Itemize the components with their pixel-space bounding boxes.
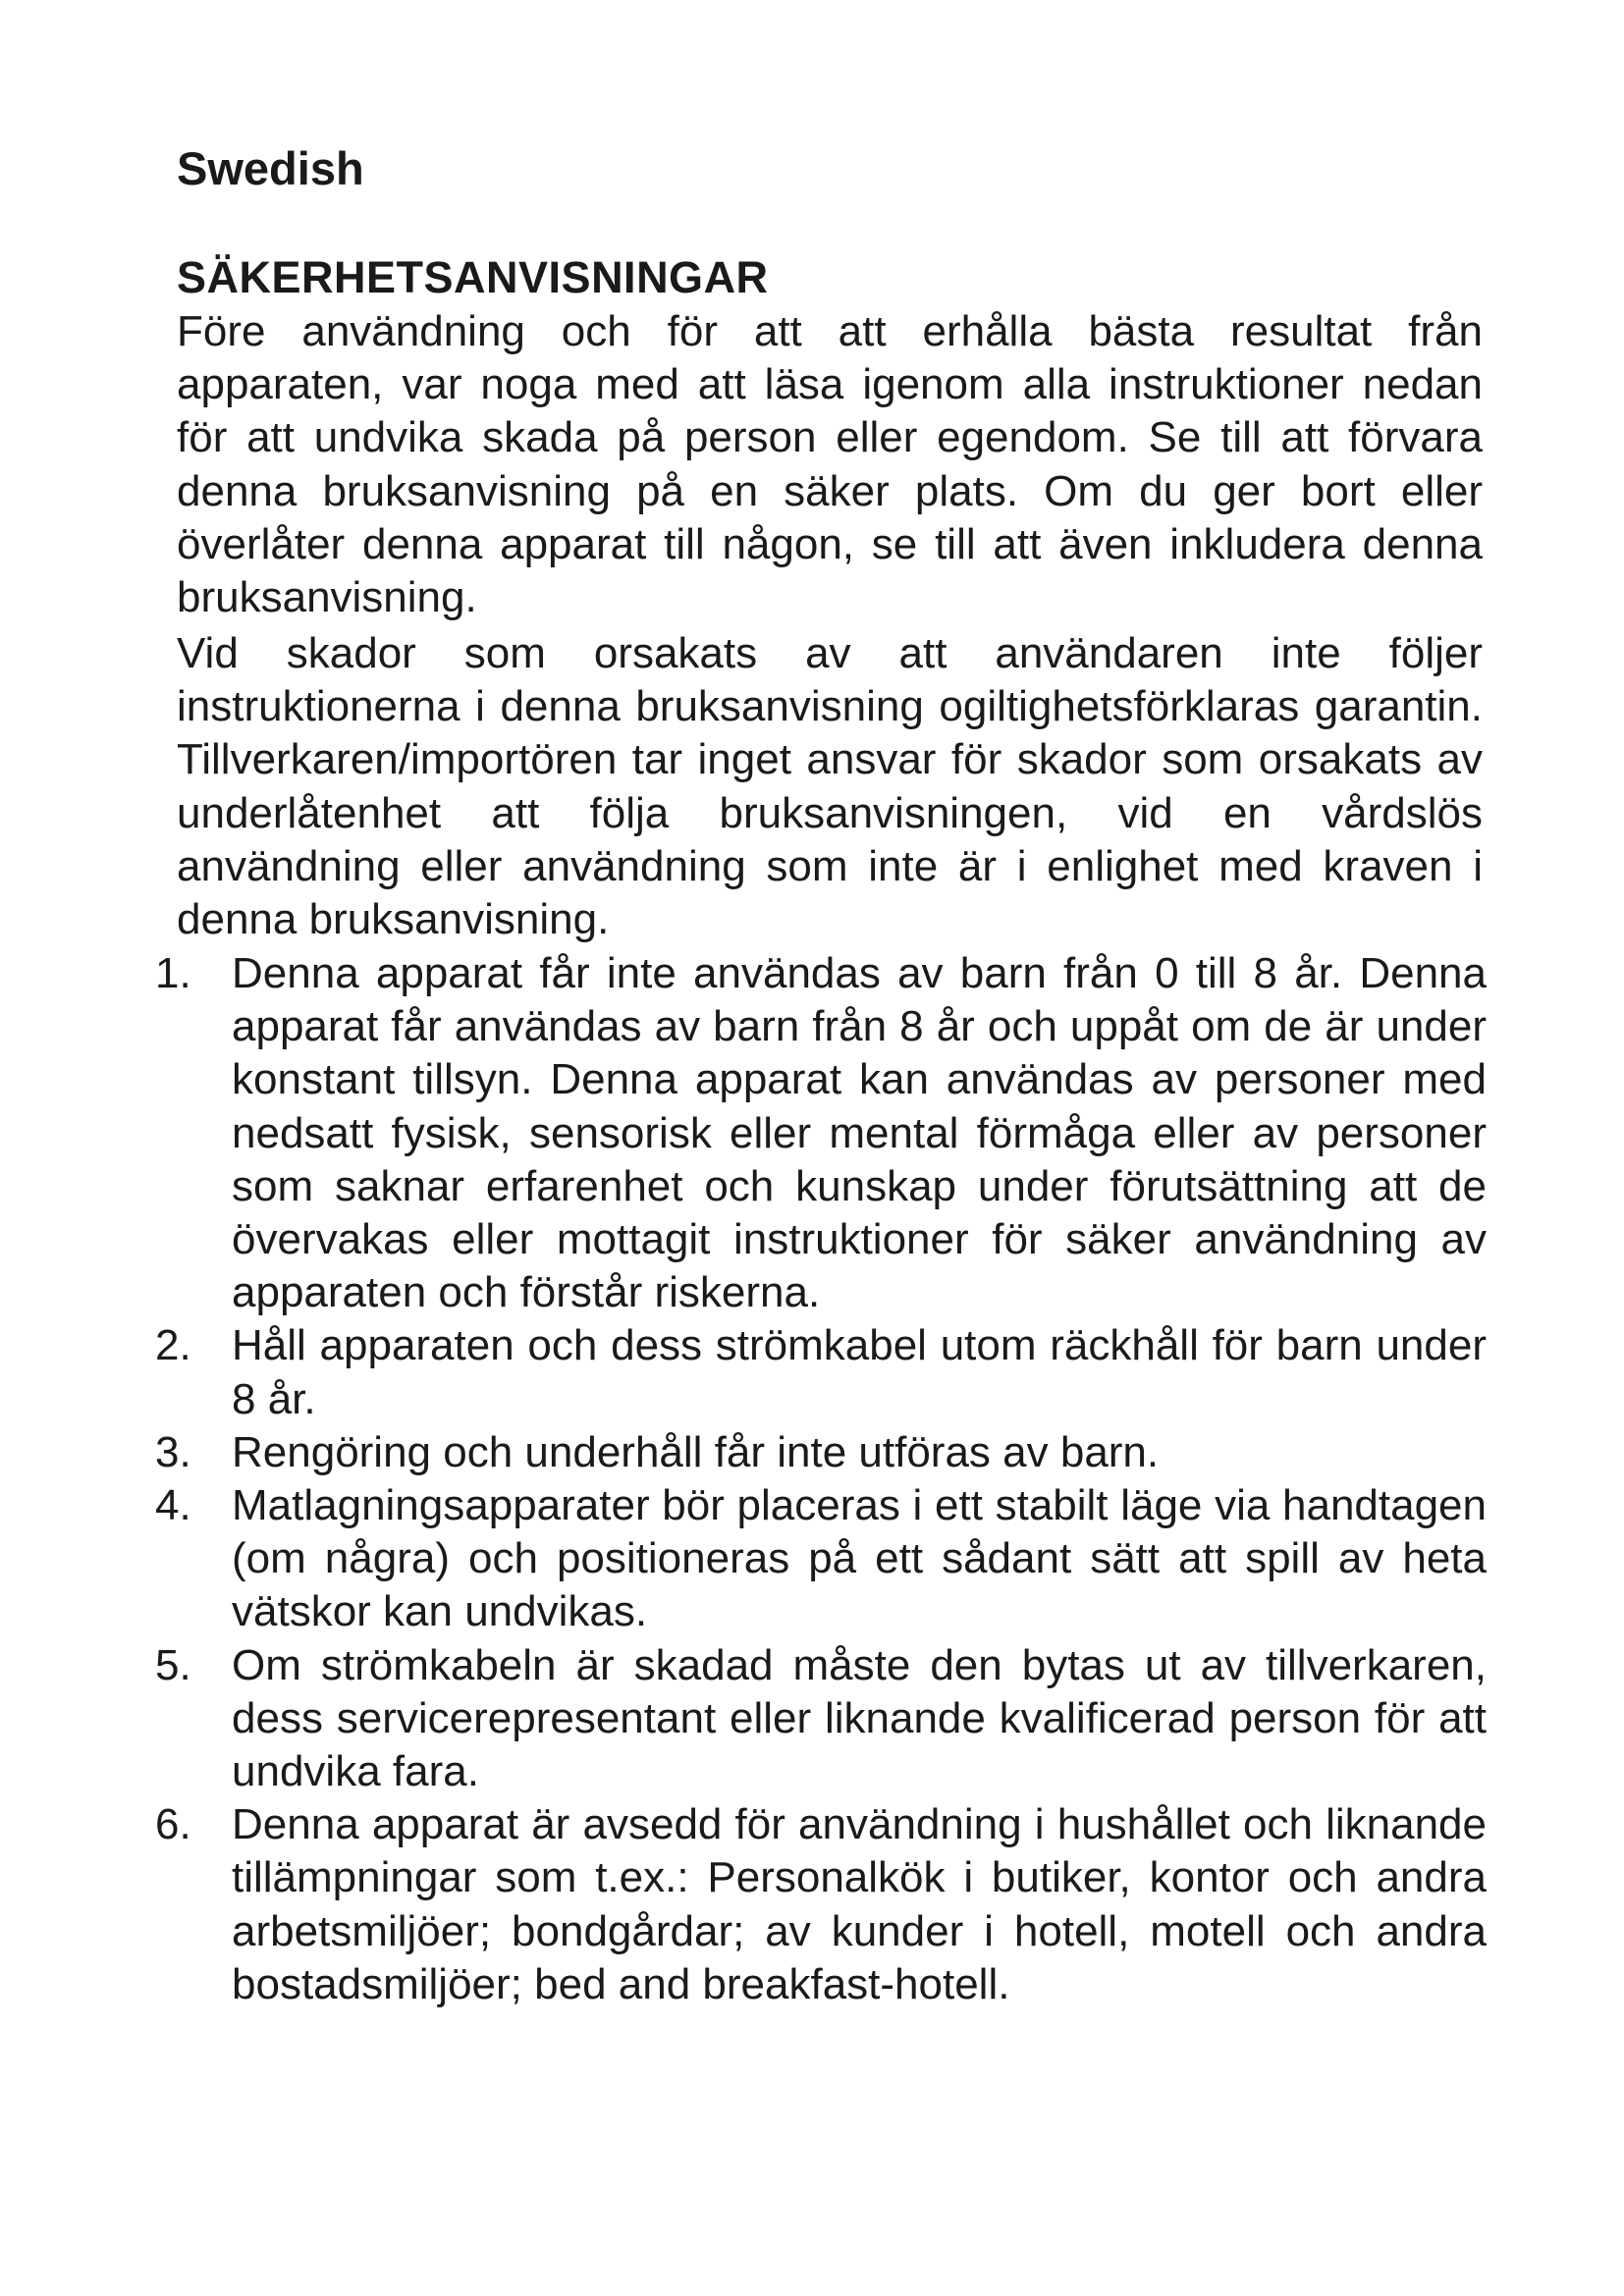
list-item-text: Rengöring och underhåll får inte utföras av barn. (232, 1427, 1160, 1476)
list-item (155, 947, 1487, 1319)
list-item-number: 4. (155, 1481, 191, 1530)
list-item-number: 2. (155, 1321, 191, 1370)
list-item-number: 5. (155, 1640, 191, 1689)
list-item-text: Om strömkabeln är skadad måste den bytas ut av tillverkaren, dess servicerepresentant eller liknande kvalificerad person för att undvika fara. (232, 1640, 1487, 1796)
list-item-number: 6. (155, 1800, 191, 1849)
list-item (155, 1639, 1487, 1799)
list-item-number: 1. (155, 949, 191, 997)
safety-instructions-list (155, 947, 1487, 2011)
list-item (155, 1798, 1487, 2011)
safety-heading: SÄKERHETSANVISNINGAR (177, 252, 769, 302)
list-item (155, 1426, 1487, 1479)
list-item-text: Denna apparat är avsedd för användning i hushållet och liknande tillämpningar som t.ex.: Personalkök i butiker, kontor och andra arbetsmiljöer; bondgårdar; av kunder i hotell, motell och andra bostadsmiljöer; bed and breakfast-hotell. (232, 1800, 1487, 2008)
language-label: Swedish (177, 142, 364, 194)
list-item-text: Denna apparat får inte användas av barn från 0 till 8 år. Denna apparat får användas av barn från 8 år och uppåt om de är under konstant tillsyn. Denna apparat kan användas av personer med nedsatt fysisk, sensorisk eller mental förmåga eller av personer som saknar erfarenhet och kunskap under förutsättning att de övervakas eller mottagit instruktioner för säker användning av apparaten och förstår riskerna. (232, 949, 1487, 1317)
list-item-text: Matlagningsapparater bör placeras i ett stabilt läge via handtagen (om några) och positioneras på ett sådant sätt att spill av heta vätskor kan undvikas. (232, 1481, 1487, 1636)
list-item (155, 1479, 1487, 1639)
list-item (155, 1319, 1487, 1425)
list-item-text: Håll apparaten och dess strömkabel utom räckhåll för barn under 8 år. (232, 1321, 1487, 1423)
warranty-paragraph: Vid skador som orsakats av att användaren inte följer instruktionerna i denna bruksanvisning ogiltighetsförklaras garantin. Tillverkaren/importören tar inget ansvar för skador som orsakats av underlåtenhet att följa bruksanvisningen, vid en vårdslös användning eller användning som inte är i enlighet med kraven i denna bruksanvisning. (177, 629, 1483, 944)
intro-paragraph: Före användning och för att att erhålla bästa resultat från apparaten, var noga med att läsa igenom alla instruktioner nedan för att undvika skada på person eller egendom. Se till att förvara denna bruksanvisning på en säker plats. Om du ger bort eller överlåter denna apparat till någon, se till att även inkludera denna bruksanvisning. (177, 307, 1483, 622)
list-item-number: 3. (155, 1427, 191, 1476)
